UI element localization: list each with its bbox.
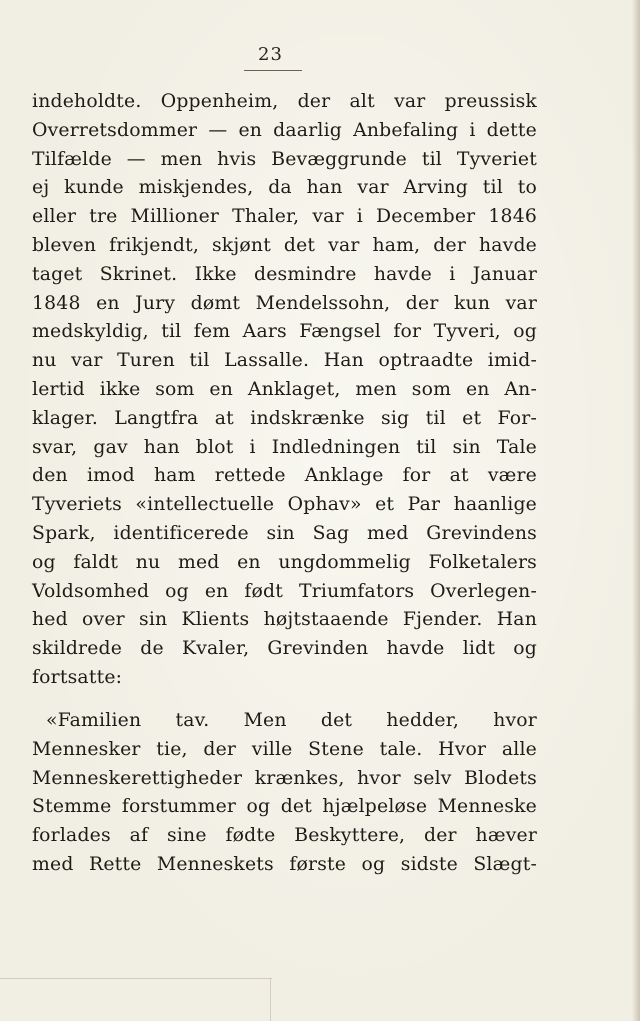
- text-line: Mennesker tie, der ville Stene tale. Hvor alle: [32, 738, 537, 760]
- text-line: lertid ikke som en Anklaget, men som en An-: [32, 378, 537, 400]
- page-edge-shadow: [632, 0, 640, 1021]
- page-number-rule: [244, 70, 302, 71]
- scan-artifact-edge: [270, 978, 271, 1021]
- text-line: Menneskerettigheder krænkes, hvor selv Blodets: [32, 767, 537, 789]
- text-line: med Rette Menneskets første og sidste Slægt-: [32, 853, 537, 875]
- text-line: forlades af sine fødte Beskyttere, der hæver: [32, 825, 537, 847]
- text-line: 1848 en Jury dømt Mendelssohn, der kun var: [32, 292, 537, 314]
- text-line: svar, gav han blot i Indledningen til sin Tale: [32, 436, 537, 458]
- text-line: hed over sin Klients højtstaaende Fjender. Han: [32, 609, 537, 631]
- page-number: 23: [258, 44, 283, 65]
- text-line: indeholdte. Oppenheim, der alt var preussisk: [32, 91, 537, 112]
- text-line: ej kunde miskjendes, da han var Arving til to: [32, 177, 537, 199]
- text-line: og faldt nu med en ungdommelig Folketalers: [32, 551, 537, 573]
- text-line: medskyldig, til fem Aars Fængsel for Tyveri, og: [32, 321, 537, 343]
- text-line-last: fortsatte:: [32, 666, 123, 688]
- text-line: eller tre Millioner Thaler, var i December 1846: [32, 206, 537, 228]
- text-line: Voldsomhed og en født Triumfators Overlegen-: [32, 580, 537, 602]
- text-line: nu var Turen til Lassalle. Han optraadte imid-: [32, 350, 537, 372]
- text-line: Overretsdommer — en daarlig Anbefaling i dette: [32, 119, 537, 141]
- text-line: Spark, identificerede sin Sag med Grevindens: [32, 522, 537, 544]
- text-line: skildrede de Kvaler, Grevinden havde lidt og: [32, 638, 537, 660]
- text-line: klager. Langtfra at indskrænke sig til et For-: [32, 407, 537, 429]
- text-line: Stemme forstummer og det hjælpeløse Menneske: [32, 796, 537, 818]
- paragraph-2: [32, 707, 537, 880]
- text-line: Tyveriets «intellectuelle Ophav» et Par haanlige: [32, 494, 537, 516]
- scan-artifact-line: [0, 978, 272, 979]
- text-line: den imod ham rettede Anklage for at være: [32, 465, 537, 487]
- text-line-indented: «Familien tav. Men det hedder, hvor: [46, 710, 537, 731]
- text-line: taget Skrinet. Ikke desmindre havde i Januar: [32, 263, 537, 285]
- paragraph-1: [32, 88, 537, 693]
- text-line: Tilfælde — men hvis Bevæggrunde til Tyveriet: [32, 148, 537, 170]
- text-line: bleven frikjendt, skjønt det var ham, der havde: [32, 234, 537, 256]
